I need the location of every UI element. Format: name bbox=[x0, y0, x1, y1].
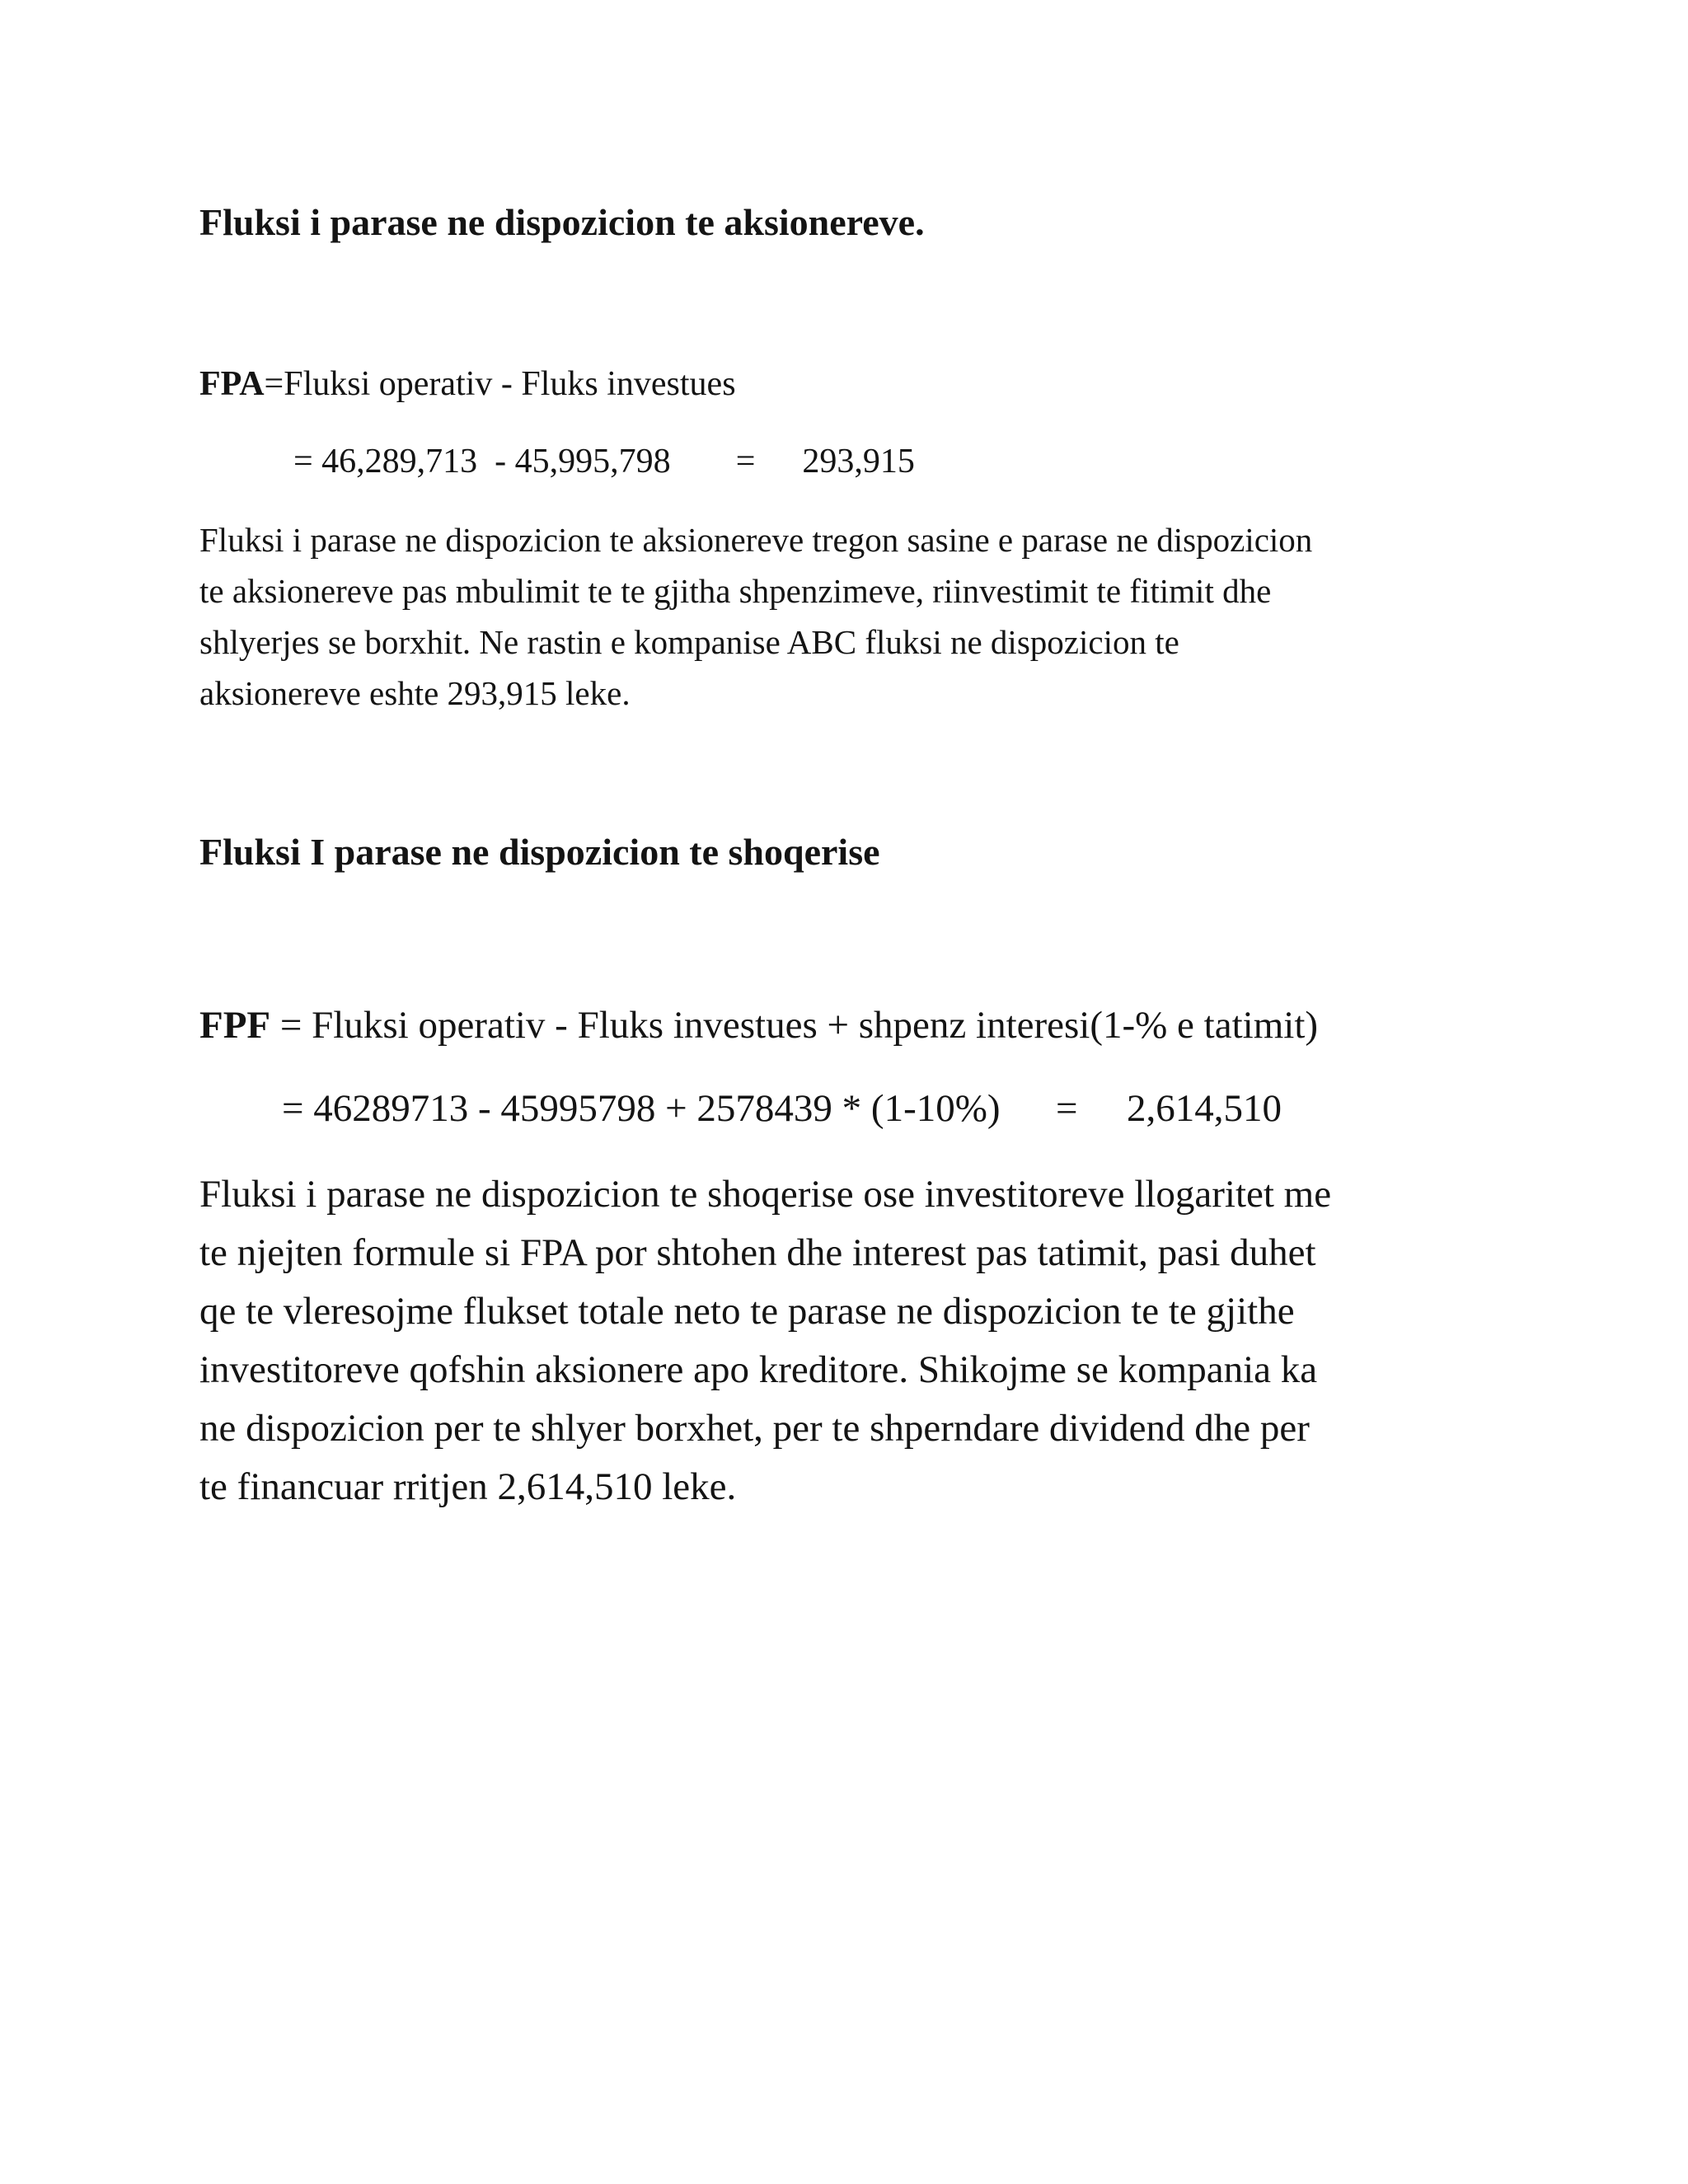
paragraph-line: investitoreve qofshin aksionere apo kreditore. Shikojme se kompania ka bbox=[199, 1348, 1318, 1391]
paragraph-line: aksionereve eshte 293,915 leke. bbox=[199, 674, 631, 712]
paragraph-line: ne dispozicion per te shlyer borxhet, per te shperndare dividend dhe per bbox=[199, 1407, 1310, 1450]
section1-formula-label: FPA bbox=[199, 365, 265, 403]
section2-heading: Fluksi I parase ne dispozicion te shoqerise bbox=[199, 831, 880, 873]
section2-formula bbox=[199, 1001, 1318, 1049]
section1-calc-result: 293,915 bbox=[802, 443, 915, 480]
section2-calc-lhs: = 46289713 - 45995798 + 2578439 * (1-10%) bbox=[282, 1087, 1001, 1130]
section1-heading: Fluksi i parase ne dispozicion te aksionereve. bbox=[199, 201, 925, 243]
paragraph-line: qe te vleresojme flukset totale neto te parase ne dispozicion te te gjithe bbox=[199, 1290, 1295, 1333]
section2-calculation bbox=[282, 1085, 1282, 1132]
section2-calc-result: 2,614,510 bbox=[1127, 1087, 1282, 1130]
paragraph-line: Fluksi i parase ne dispozicion te shoqerise ose investitoreve llogaritet me bbox=[199, 1173, 1332, 1216]
section1-calc-equals: = bbox=[735, 443, 756, 480]
paragraph-line: te aksionereve pas mbulimit te te gjitha shpenzimeve, riinvestimit te fitimit dhe bbox=[199, 572, 1272, 610]
section2-paragraph bbox=[199, 1165, 1551, 1516]
section1-formula bbox=[199, 363, 736, 405]
paragraph-line: te financuar rritjen 2,614,510 leke. bbox=[199, 1465, 737, 1508]
paragraph-line: shlyerjes se borxhit. Ne rastin e kompanise ABC fluksi ne dispozicion te bbox=[199, 623, 1179, 661]
section1-formula-rhs: =Fluksi operativ - Fluks investues bbox=[264, 365, 736, 403]
paragraph-line: Fluksi i parase ne dispozicion te aksionereve tregon sasine e parase ne dispozicion bbox=[199, 521, 1313, 559]
section2-formula-rhs: = Fluksi operativ - Fluks investues + shpenz interesi(1-% e tatimit) bbox=[270, 1004, 1319, 1047]
paragraph-line: te njejten formule si FPA por shtohen dhe interest pas tatimit, pasi duhet bbox=[199, 1231, 1316, 1274]
section1-paragraph bbox=[199, 514, 1518, 719]
section1-calc-lhs: = 46,289,713 - 45,995,798 bbox=[293, 443, 671, 480]
section2-calc-equals: = bbox=[1056, 1087, 1078, 1130]
section2-formula-label: FPF bbox=[199, 1004, 271, 1047]
section1-calculation bbox=[293, 440, 915, 483]
